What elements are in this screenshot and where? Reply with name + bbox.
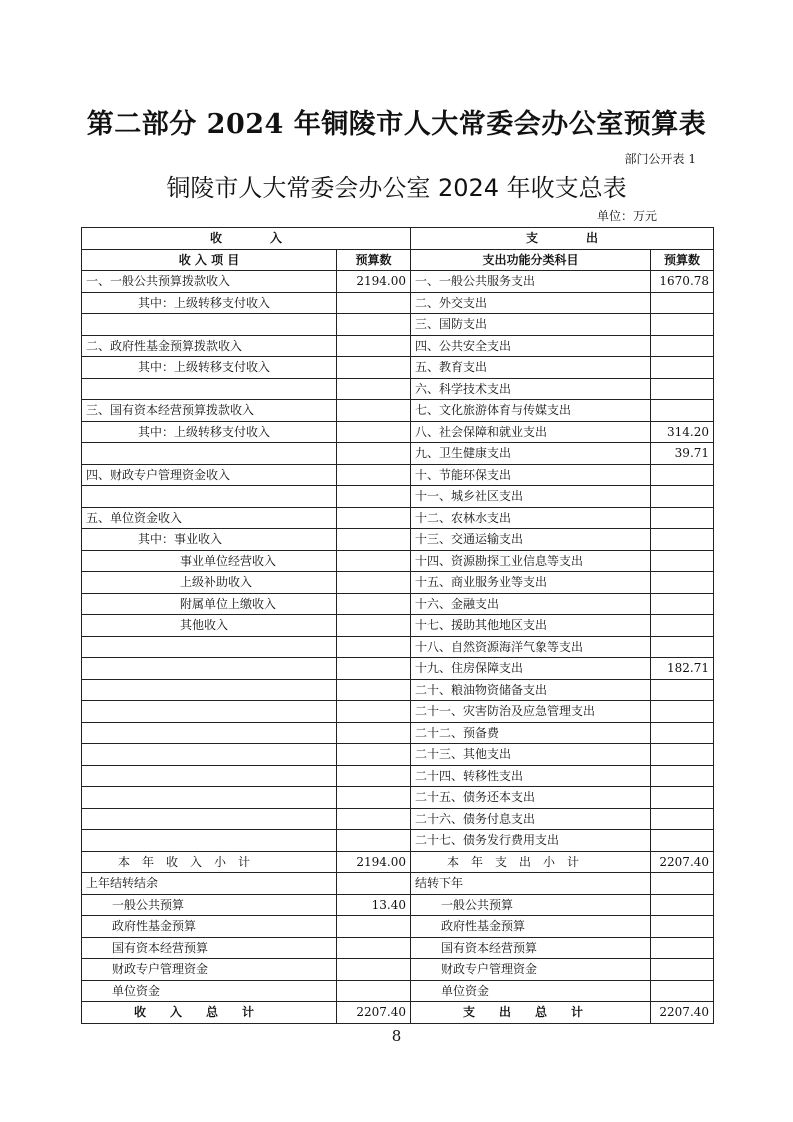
income-item-cell: [82, 808, 337, 830]
expense-item-cell: 六、科学技术支出: [411, 378, 651, 400]
expense-item-cell: 十二、农林水支出: [411, 507, 651, 529]
expense-total-label: 支 出 总 计: [411, 1002, 651, 1024]
expense-value-cell: [651, 507, 714, 529]
expense-item-cell: 一、一般公共服务支出: [411, 271, 651, 293]
table-row: [82, 593, 714, 615]
carry-income-cell: 财政专户管理资金: [82, 959, 337, 981]
income-item-cell: 其中：上级转移支付收入: [82, 292, 337, 314]
expense-value-cell: [651, 378, 714, 400]
income-value-cell: [337, 357, 411, 379]
income-item-cell: [82, 486, 337, 508]
carry-income-value: [337, 959, 411, 981]
carry-row: [82, 937, 714, 959]
income-item-cell: 三、国有资本经营预算拨款收入: [82, 400, 337, 422]
table-row: [82, 314, 714, 336]
table-row: [82, 572, 714, 594]
table-row: [82, 550, 714, 572]
expense-value-cell: [651, 593, 714, 615]
carry-income-cell: 一般公共预算: [82, 894, 337, 916]
expense-item-cell: 二、外交支出: [411, 292, 651, 314]
table-row: [82, 335, 714, 357]
income-item-header: 收 入 项 目: [82, 249, 337, 271]
expense-value-cell: [651, 808, 714, 830]
carry-expense-value: [651, 894, 714, 916]
table-row: [82, 378, 714, 400]
expense-item-cell: 七、文化旅游体育与传媒支出: [411, 400, 651, 422]
income-item-cell: [82, 830, 337, 852]
part-title: 第二部分 2024 年铜陵市人大常委会办公室预算表: [86, 109, 707, 140]
expense-value-cell: [651, 529, 714, 551]
table-row: [82, 701, 714, 723]
table-row: [82, 486, 714, 508]
table-title: 铜陵市人大常委会办公室 2024 年收支总表: [166, 174, 627, 202]
carry-income-cell: 国有资本经营预算: [82, 937, 337, 959]
income-value-cell: [337, 335, 411, 357]
expense-budget-header: 预算数: [651, 249, 714, 271]
expense-value-cell: 182.71: [651, 658, 714, 680]
expense-item-cell: 二十四、转移性支出: [411, 765, 651, 787]
expense-value-cell: [651, 314, 714, 336]
table-row: [82, 679, 714, 701]
expense-value-cell: [651, 701, 714, 723]
carry-row: [82, 916, 714, 938]
carry-row: [82, 894, 714, 916]
table-row: [82, 765, 714, 787]
expense-value-cell: [651, 830, 714, 852]
carry-expense-value: [651, 916, 714, 938]
expense-item-cell: 十六、金融支出: [411, 593, 651, 615]
total-row: [82, 1002, 714, 1024]
income-item-cell: 二、政府性基金预算拨款收入: [82, 335, 337, 357]
carry-row: [82, 980, 714, 1002]
income-subtotal-label: 本 年 收 入 小 计: [82, 851, 337, 873]
income-value-cell: [337, 787, 411, 809]
carry-expense-cell: 结转下年: [411, 873, 651, 895]
carry-income-cell: 单位资金: [82, 980, 337, 1002]
income-value-cell: [337, 765, 411, 787]
income-item-cell: 事业单位经营收入: [82, 550, 337, 572]
income-value-cell: [337, 701, 411, 723]
carry-expense-cell: 国有资本经营预算: [411, 937, 651, 959]
income-value-cell: [337, 443, 411, 465]
income-item-cell: [82, 787, 337, 809]
expense-item-cell: 二十三、其他支出: [411, 744, 651, 766]
table-body: [82, 228, 714, 1024]
expense-value-cell: [651, 357, 714, 379]
income-value-cell: [337, 292, 411, 314]
expense-value-cell: [651, 550, 714, 572]
carry-expense-value: [651, 980, 714, 1002]
table-row: [82, 529, 714, 551]
expense-value-cell: [651, 787, 714, 809]
income-item-cell: 其中：上级转移支付收入: [82, 357, 337, 379]
expense-item-cell: 三、国防支出: [411, 314, 651, 336]
income-value-cell: 2194.00: [337, 271, 411, 293]
expense-item-cell: 二十六、债务付息支出: [411, 808, 651, 830]
income-item-cell: 上级补助收入: [82, 572, 337, 594]
income-value-cell: [337, 830, 411, 852]
expense-value-cell: 39.71: [651, 443, 714, 465]
carry-expense-cell: 一般公共预算: [411, 894, 651, 916]
expense-subtotal-value: 2207.40: [651, 851, 714, 873]
carry-expense-value: [651, 937, 714, 959]
carry-expense-value: [651, 959, 714, 981]
expense-value-cell: 1670.78: [651, 271, 714, 293]
income-value-cell: [337, 679, 411, 701]
income-value-cell: [337, 572, 411, 594]
page-number: 8: [391, 1027, 402, 1045]
income-item-cell: 其中：事业收入: [82, 529, 337, 551]
expense-item-cell: 十七、援助其他地区支出: [411, 615, 651, 637]
income-expense-table: [81, 227, 714, 1024]
expense-item-cell: 十一、城乡社区支出: [411, 486, 651, 508]
table-row: [82, 787, 714, 809]
expense-value-cell: [651, 636, 714, 658]
income-budget-header: 预算数: [337, 249, 411, 271]
expense-value-cell: [651, 722, 714, 744]
income-header: 收 入: [82, 228, 411, 250]
income-item-cell: [82, 314, 337, 336]
income-value-cell: [337, 593, 411, 615]
unit-label: 单位：万元: [597, 209, 658, 223]
income-value-cell: [337, 507, 411, 529]
income-value-cell: [337, 314, 411, 336]
table-row: [82, 830, 714, 852]
income-item-cell: [82, 701, 337, 723]
table-row: [82, 357, 714, 379]
expense-value-cell: [651, 744, 714, 766]
income-item-cell: 五、单位资金收入: [82, 507, 337, 529]
expense-item-cell: 四、公共安全支出: [411, 335, 651, 357]
form-number: 部门公开表 1: [624, 152, 696, 166]
table-row: [82, 658, 714, 680]
carry-income-cell: 上年结转结余: [82, 873, 337, 895]
expense-item-cell: 十、节能环保支出: [411, 464, 651, 486]
income-value-cell: [337, 550, 411, 572]
expense-item-cell: 十五、商业服务业等支出: [411, 572, 651, 594]
expense-value-cell: [651, 765, 714, 787]
expense-item-cell: 十四、资源勘探工业信息等支出: [411, 550, 651, 572]
expense-item-cell: 十三、交通运输支出: [411, 529, 651, 551]
table-row: [82, 443, 714, 465]
income-subtotal-value: 2194.00: [337, 851, 411, 873]
expense-value-cell: [651, 464, 714, 486]
income-value-cell: [337, 421, 411, 443]
income-total-value: 2207.40: [337, 1002, 411, 1024]
income-value-cell: [337, 378, 411, 400]
income-item-cell: 其他收入: [82, 615, 337, 637]
expense-subtotal-label: 本 年 支 出 小 计: [411, 851, 651, 873]
income-item-cell: 一、一般公共预算拨款收入: [82, 271, 337, 293]
income-item-cell: [82, 443, 337, 465]
expense-item-cell: 二十五、债务还本支出: [411, 787, 651, 809]
table-row: [82, 615, 714, 637]
income-item-cell: [82, 765, 337, 787]
expense-value-cell: 314.20: [651, 421, 714, 443]
income-value-cell: [337, 636, 411, 658]
carry-income-cell: 政府性基金预算: [82, 916, 337, 938]
expense-item-cell: 八、社会保障和就业支出: [411, 421, 651, 443]
carry-income-value: [337, 873, 411, 895]
carry-expense-cell: 财政专户管理资金: [411, 959, 651, 981]
expense-item-cell: 十九、住房保障支出: [411, 658, 651, 680]
expense-item-cell: 二十一、灾害防治及应急管理支出: [411, 701, 651, 723]
income-item-cell: [82, 722, 337, 744]
table-row: [82, 292, 714, 314]
income-item-cell: 四、财政专户管理资金收入: [82, 464, 337, 486]
carry-expense-value: [651, 873, 714, 895]
carry-income-value: [337, 980, 411, 1002]
table-row: [82, 400, 714, 422]
carry-row: [82, 959, 714, 981]
income-value-cell: [337, 722, 411, 744]
expense-value-cell: [651, 679, 714, 701]
expense-item-cell: 二十二、预备费: [411, 722, 651, 744]
table-row: [82, 464, 714, 486]
income-item-cell: [82, 679, 337, 701]
subtotal-row: [82, 851, 714, 873]
income-item-cell: [82, 378, 337, 400]
income-value-cell: [337, 529, 411, 551]
table-row: [82, 744, 714, 766]
income-value-cell: [337, 400, 411, 422]
table-row: [82, 636, 714, 658]
expense-item-cell: 二十七、债务发行费用支出: [411, 830, 651, 852]
income-item-cell: 附属单位上缴收入: [82, 593, 337, 615]
carry-income-value: [337, 916, 411, 938]
income-value-cell: [337, 464, 411, 486]
carry-expense-cell: 政府性基金预算: [411, 916, 651, 938]
expense-value-cell: [651, 400, 714, 422]
expense-item-cell: 二十、粮油物资储备支出: [411, 679, 651, 701]
expense-item-cell: 十八、自然资源海洋气象等支出: [411, 636, 651, 658]
income-total-label: 收 入 总 计: [82, 1002, 337, 1024]
carry-row: [82, 873, 714, 895]
income-item-cell: [82, 636, 337, 658]
expense-item-cell: 五、教育支出: [411, 357, 651, 379]
table-row: [82, 722, 714, 744]
carry-income-value: [337, 937, 411, 959]
carry-expense-cell: 单位资金: [411, 980, 651, 1002]
table-row: [82, 507, 714, 529]
income-value-cell: [337, 808, 411, 830]
expense-value-cell: [651, 292, 714, 314]
income-value-cell: [337, 615, 411, 637]
expense-value-cell: [651, 335, 714, 357]
expense-item-header: 支出功能分类科目: [411, 249, 651, 271]
carry-income-value: 13.40: [337, 894, 411, 916]
header-row-top: [82, 228, 714, 250]
income-value-cell: [337, 658, 411, 680]
table-row: [82, 271, 714, 293]
income-item-cell: [82, 744, 337, 766]
table-row: [82, 808, 714, 830]
expense-header: 支 出: [411, 228, 714, 250]
table-row: [82, 421, 714, 443]
income-value-cell: [337, 486, 411, 508]
expense-item-cell: 九、卫生健康支出: [411, 443, 651, 465]
income-item-cell: [82, 658, 337, 680]
expense-value-cell: [651, 486, 714, 508]
income-item-cell: 其中：上级转移支付收入: [82, 421, 337, 443]
income-value-cell: [337, 744, 411, 766]
expense-value-cell: [651, 615, 714, 637]
expense-value-cell: [651, 572, 714, 594]
header-row-sub: [82, 249, 714, 271]
expense-total-value: 2207.40: [651, 1002, 714, 1024]
